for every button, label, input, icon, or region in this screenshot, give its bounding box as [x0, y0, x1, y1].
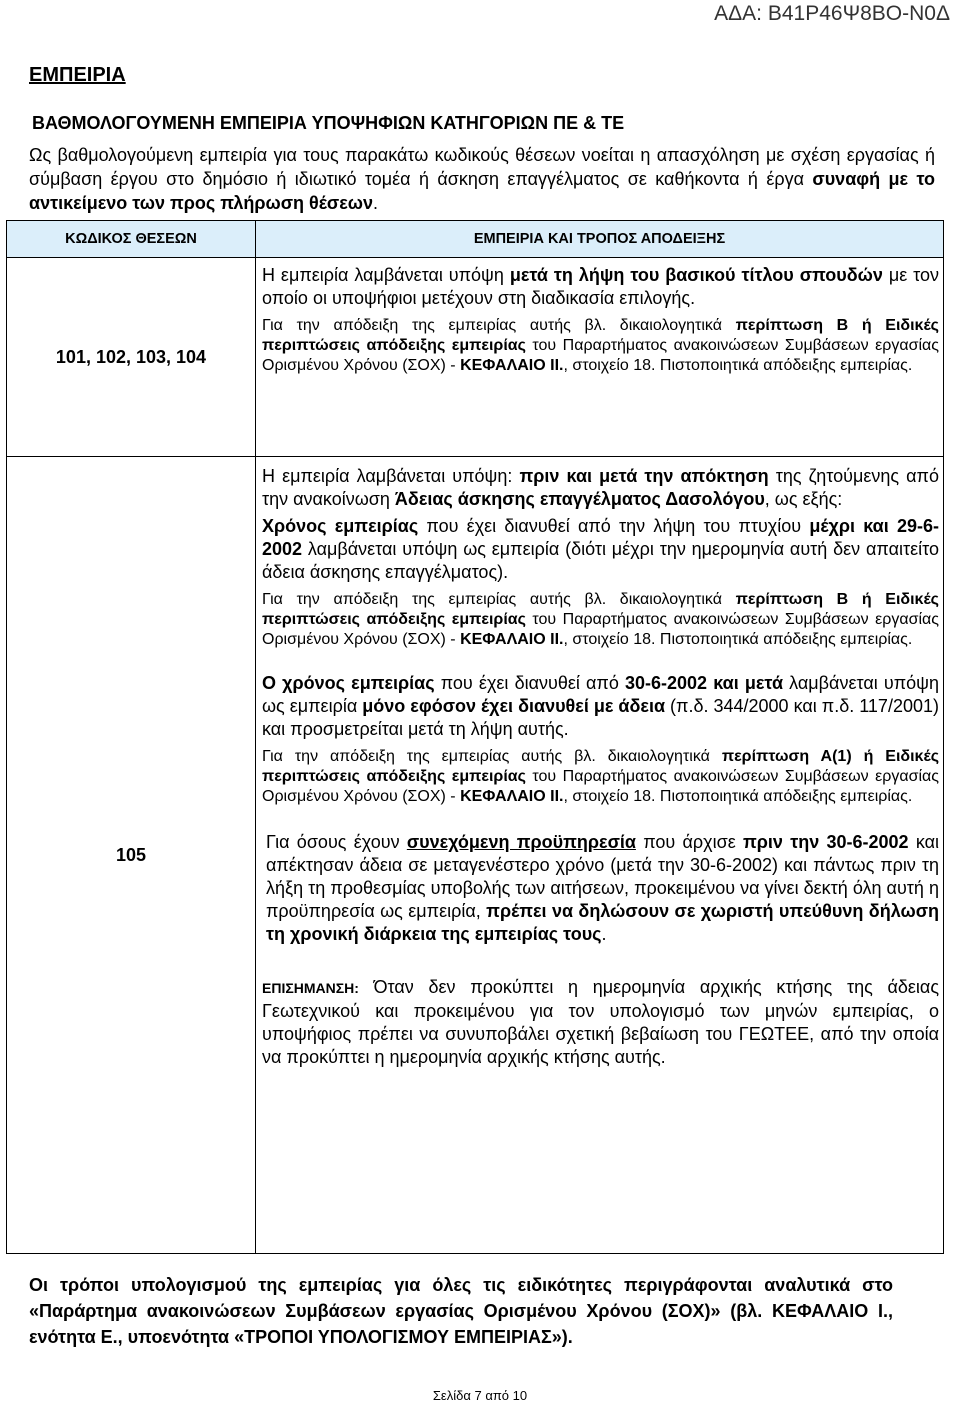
experience-cell	[256, 457, 944, 1254]
position-codes: 105	[7, 457, 256, 1254]
continuous-service-text: Για όσους έχουν συνεχόμενη προϋπηρεσία που άρχισε πριν την 30-6-2002 και απέκτησαν άδεια σε μεταγενέστερο χρόνο (μετά την 30-6-2002) και πάντως πριν τη λήξη τη προθεσμίας υποβολής των αιτήσεων, προκειμένου να γίνει δεκτή όλη αυτή η προϋπηρεσία ως εμπειρία, πρέπει να δηλώσουν σε χωριστή υπεύθυνη δήλωση τη χρονική διάρκεια της εμπειρίας τους.	[266, 832, 940, 944]
table-row	[7, 457, 944, 1254]
intro-paragraph: Ως βαθμολογούμενη εμπειρία για τους παρακάτω κωδικούς θέσεων νοείται η απασχόληση με σχέση εργασίας ή σύμβαση έργου στο δημόσιο ή ιδιωτικό τομέα ή άσκηση επαγγέλματος σε καθήκοντα ή έργα συναφή με το αντικείμενο των προς πλήρωση θέσεων.	[29, 145, 935, 213]
table-header-row	[7, 221, 944, 258]
proof-text: Για την απόδειξη της εμπειρίας αυτής βλ. δικαιολογητικά περίπτωση Β ή Ειδικές περιπτώσεις απόδειξης εμπειρίας του Παραρτήματος ανακοινώσεων Συμβάσεων εργασίας Ορισμένου Χρόνου (ΣΟΧ) - ΚΕΦΑΛΑΙΟ ΙΙ., στοιχείο 18. Πιστοποιητικά απόδειξης εμπειρίας.	[262, 591, 940, 648]
experience-text: Η εμπειρία λαμβάνεται υπόψη: πριν και μετά την απόκτηση της ζητούμενης από την ανακοίνωση Άδειας άσκησης επαγγέλματος Δασολόγου, ως εξής:	[262, 466, 939, 509]
col-header-codes: ΚΩΔΙΚΟΣ ΘΕΣΕΩΝ	[7, 221, 256, 258]
section-title: ΕΜΠΕΙΡΙΑ	[29, 64, 126, 86]
experience-text: Χρόνος εμπειρίας που έχει διανυθεί από την λήψη του πτυχίου μέχρι και 29-6-2002 λαμβάνεται υπόψη ως εμπειρία (διότι μέχρι την ημερομηνία αυτή δεν απαιτείτο άδεια άσκησης επαγγέλματος).	[262, 516, 939, 582]
position-codes: 101, 102, 103, 104	[7, 258, 256, 457]
proof-text: Για την απόδειξη της εμπειρίας αυτής βλ. δικαιολογητικά περίπτωση Α(1) ή Ειδικές περιπτώσεις απόδειξης εμπειρίας του Παραρτήματος ανακοινώσεων Συμβάσεων εργασίας Ορισμένου Χρόνου (ΣΟΧ) - ΚΕΦΑΛΑΙΟ ΙΙ., στοιχείο 18. Πιστοποιητικά απόδειξης εμπειρίας.	[262, 748, 940, 805]
proof-text: Για την απόδειξη της εμπειρίας αυτής βλ. δικαιολογητικά περίπτωση Β ή Ειδικές περιπτώσεις απόδειξης εμπειρίας του Παραρτήματος ανακοινώσεων Συμβάσεων εργασίας Ορισμένου Χρόνου (ΣΟΧ) - ΚΕΦΑΛΑΙΟ ΙΙ., στοιχείο 18. Πιστοποιητικά απόδειξης εμπειρίας.	[262, 317, 940, 374]
experience-cell	[256, 258, 944, 457]
ada-code: ΑΔΑ: Β41Ρ46Ψ8ΒΟ-Ν0Δ	[714, 2, 950, 25]
calculation-note: Οι τρόποι υπολογισμού της εμπειρίας για όλες τις ειδικότητες περιγράφονται αναλυτικά στο «Παράρτημα ανακοινώσεων Συμβάσεων εργασίας Ορισμένου Χρόνου (ΣΟΧ)» (βλ. ΚΕΦΑΛΑΙΟ Ι., ενότητα Ε., υποενότητα «ΤΡΟΠΟΙ ΥΠΟΛΟΓΙΣΜΟΥ ΕΜΠΕΙΡΙΑΣ»).	[29, 1275, 893, 1347]
experience-table	[6, 220, 944, 1254]
table-row	[7, 258, 944, 457]
experience-text: Η εμπειρία λαμβάνεται υπόψη μετά τη λήψη του βασικού τίτλου σπουδών με τον οποίο οι υποψήφιοι μετέχουν στη διαδικασία επιλογής.	[262, 265, 940, 308]
note-text: ΕΠΙΣΗΜΑΝΣΗ: Όταν δεν προκύπτει η ημερομηνία αρχικής κτήσης της άδειας Γεωτεχνικού και προκειμένου για τον υπολογισμό των μηνών εμπειρίας, ο υποψήφιος πρέπει να συνυποβάλει σχετική βεβαίωση του ΓΕΩΤΕΕ, από την οποία να προκύπτει η ημερομηνία αρχικής κτήσης αυτής.	[262, 977, 939, 1067]
section-subtitle: ΒΑΘΜΟΛΟΓΟΥΜΕΝΗ ΕΜΠΕΙΡΙΑ ΥΠΟΨΗΦΙΩΝ ΚΑΤΗΓΟΡΙΩΝ ΠΕ & ΤΕ	[32, 113, 625, 133]
page-number: Σελίδα 7 από 10	[432, 1388, 528, 1403]
experience-text: Ο χρόνος εμπειρίας που έχει διανυθεί από 30-6-2002 και μετά λαμβάνεται υπόψη ως εμπειρία μόνο εφόσον έχει διανυθεί με άδεια (π.δ. 344/2000 και π.δ. 117/2001) και προσμετρείται μετά τη λήψη αυτής.	[262, 673, 939, 739]
col-header-experience: ΕΜΠΕΙΡΙΑ ΚΑΙ ΤΡΟΠΟΣ ΑΠΟΔΕΙΞΗΣ	[256, 221, 944, 258]
